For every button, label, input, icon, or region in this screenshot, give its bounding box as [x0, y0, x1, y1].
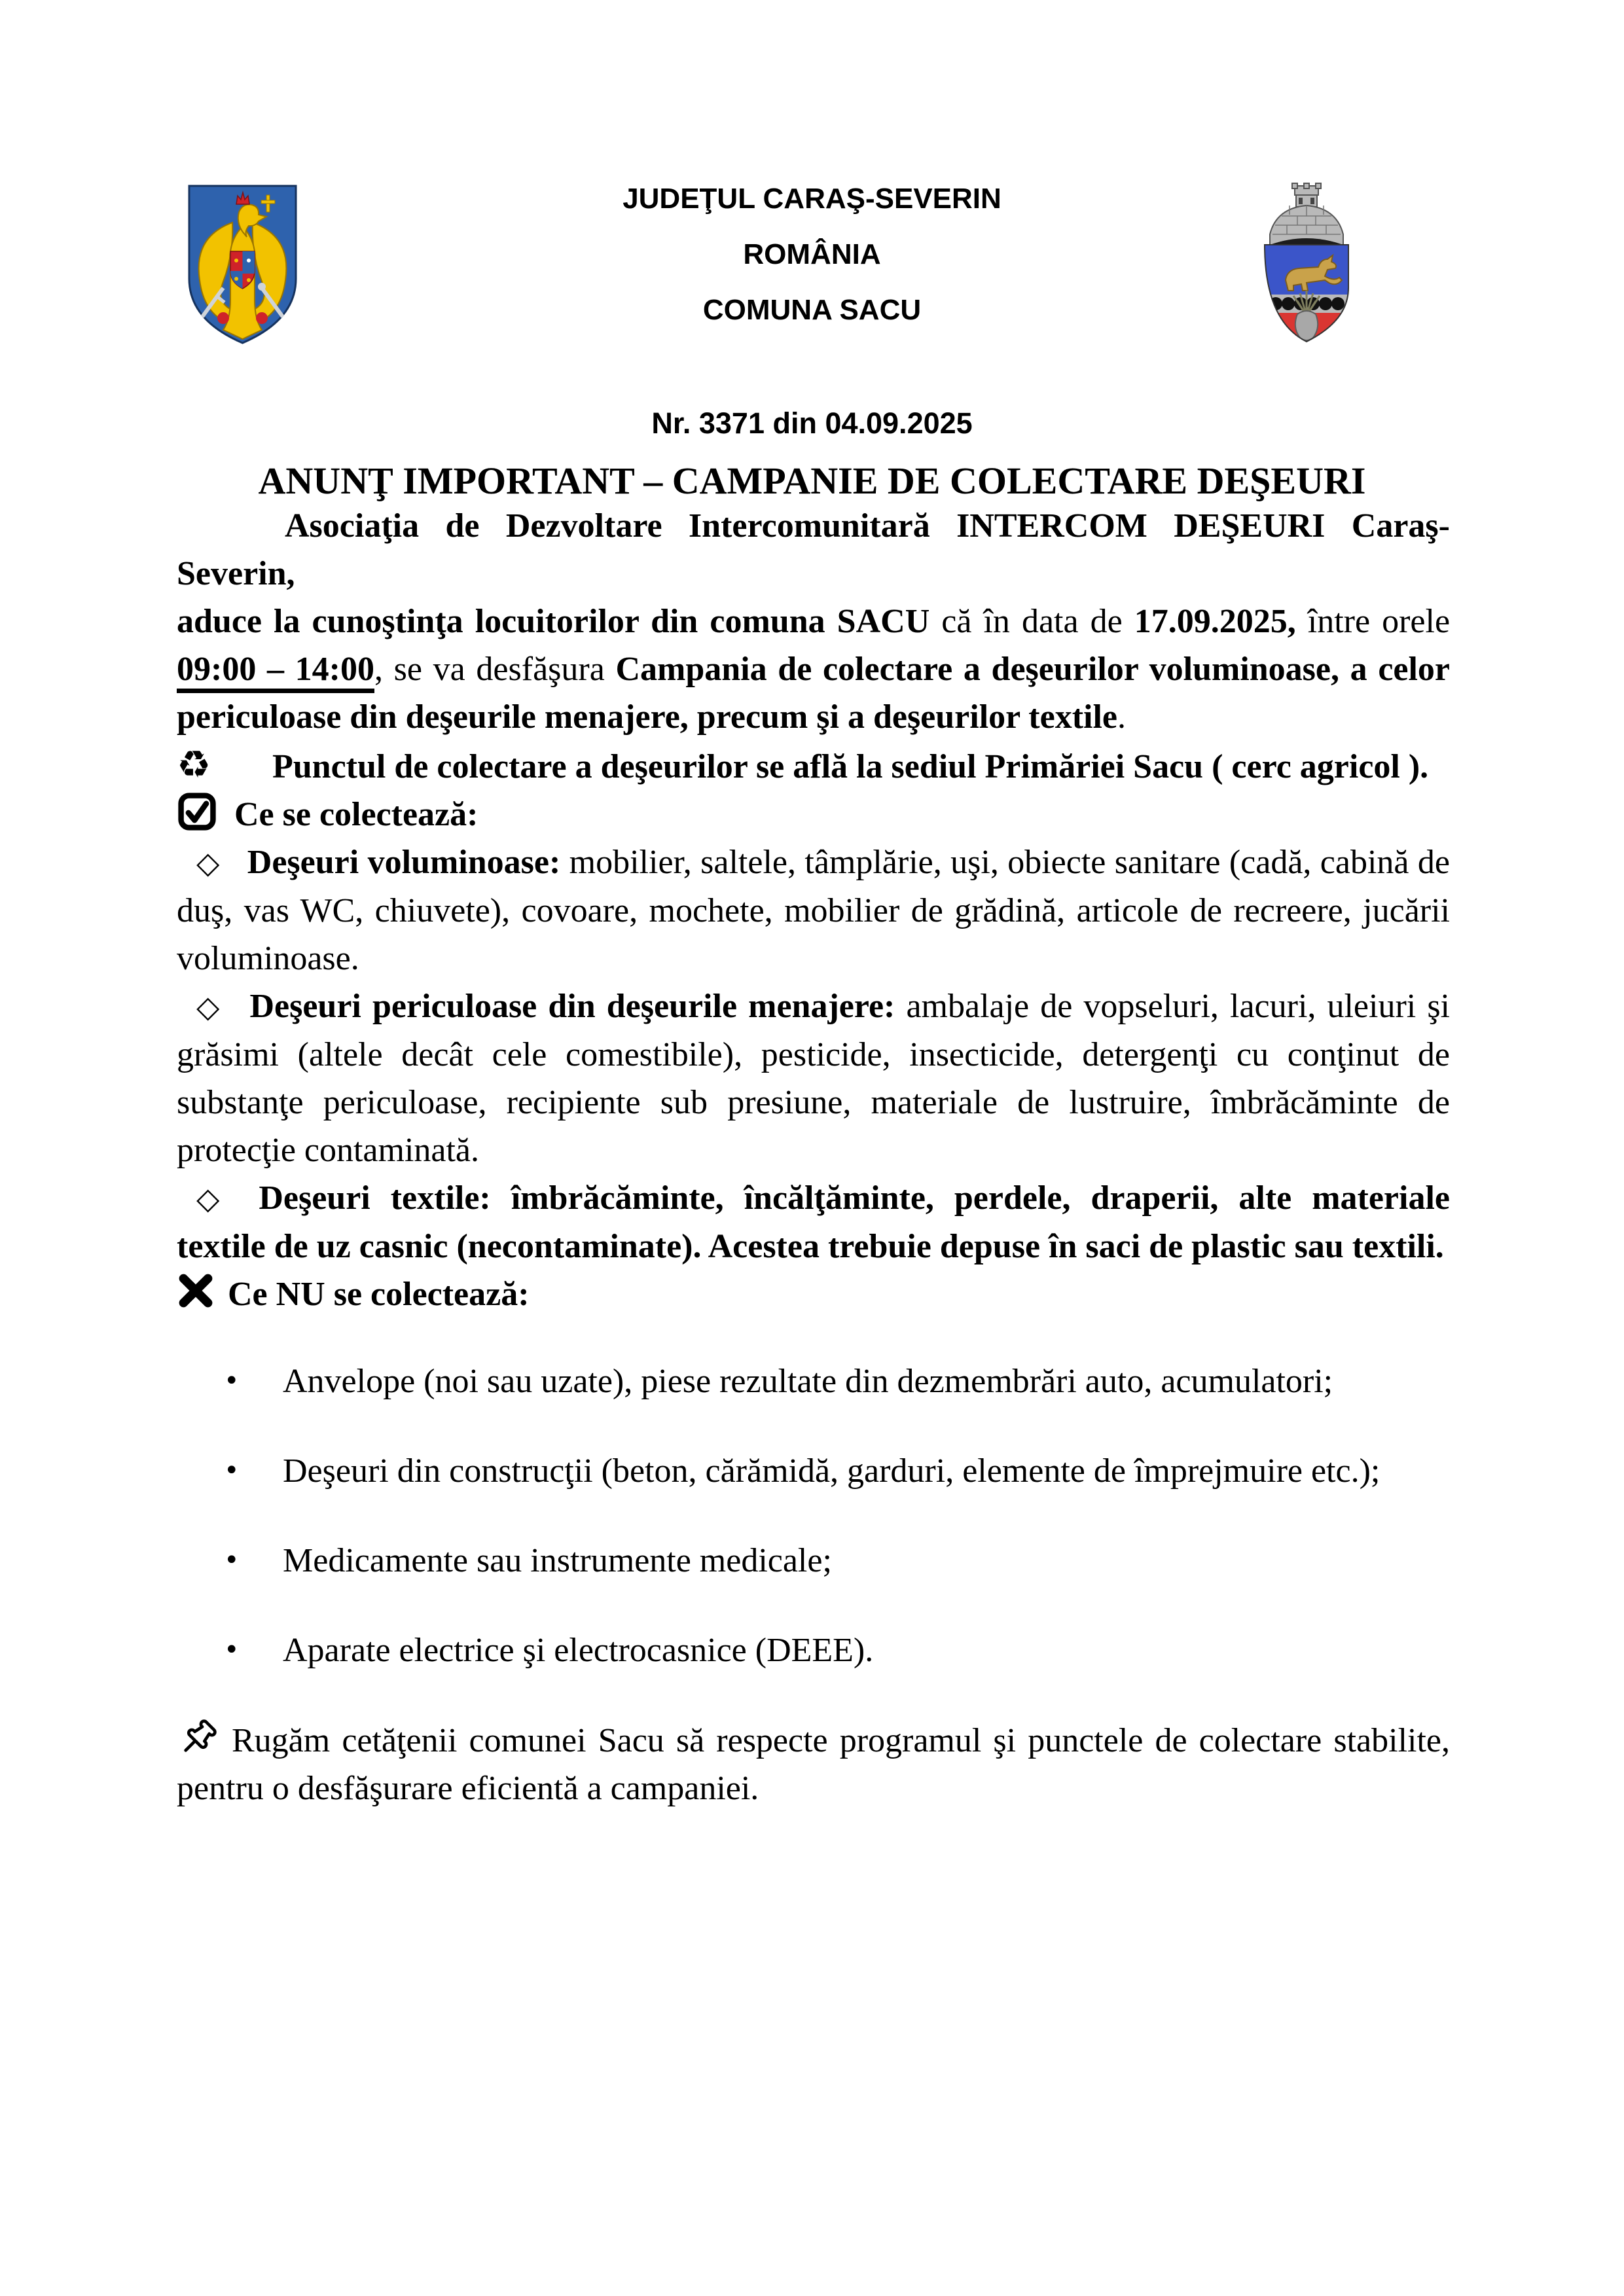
- collect-item-text: ambalaje de vopseluri, lacuri, uleiuri şi grăsimi (altele decât cele comestibile), pesticide, insecticide, detergenţi cu conţinut de substanţe periculoase, recipiente sub presiune, materiale de lustruire, îmbrăcăminte de protecţie contaminată.: [177, 987, 1450, 1169]
- intro-campaign: Campania de colectare a deşeurilor voluminoase, a celor periculoase din deşeurile menajere, precum şi a deşeurilor textile: [177, 650, 1451, 736]
- commune-name: COMUNA SACU: [702, 294, 922, 326]
- list-item: [177, 1447, 1450, 1495]
- not-collect-heading: [177, 1270, 1450, 1318]
- sacu-coat-of-arms: [1255, 182, 1358, 347]
- collect-item-periculoase: [177, 982, 1450, 1174]
- county-name: JUDEŢUL CARAŞ-SEVERIN: [623, 183, 1001, 215]
- pushpin-icon: [177, 1716, 220, 1759]
- diamond-bullet-icon: ◇: [196, 844, 220, 880]
- list-item-text: Aparate electrice şi electrocasnice (DEEE).: [283, 1631, 874, 1669]
- intro-organization: Asociaţia de Dezvoltare Intercomunitară INTERCOM DEŞEURI Caraş-Severin,: [177, 507, 1450, 592]
- intro-hours: 09:00 – 14:00: [177, 651, 374, 693]
- document-body: [177, 502, 1450, 1812]
- collection-point-text: Punctul de colectare a deşeurilor se află la sediul Primăriei Sacu ( cerc agricol ).: [272, 747, 1429, 785]
- diamond-bullet-icon: ◇: [196, 1180, 232, 1216]
- list-item-text: Deşeuri din construcţii (beton, cărămidă, garduri, elemente de împrejmuire etc.);: [283, 1452, 1380, 1490]
- recycle-icon: ♻: [177, 742, 211, 787]
- collect-item-label: Deşeuri textile: îmbrăcăminte, încălţăminte, perdele, draperii, alte materiale textile de uz casnic (necontaminate). Acestea trebuie depuse în saci de plastic sau textili.: [177, 1179, 1450, 1265]
- diamond-bullet-icon: ◇: [196, 988, 223, 1024]
- intro-date: 17.09.2025,: [1134, 602, 1296, 640]
- collect-item-text: mobilier, saltele, tâmplărie, uşi, obiecte sanitare (cadă, cabină de duş, vas WC, chiuvete), covoare, mochete, mobilier de grădină, articole de recreere, jucării voluminoase.: [177, 843, 1450, 977]
- intro-announce-bold: aduce la cunoştinţa locuitorilor din comuna SACU: [177, 602, 930, 640]
- collect-heading-text: Ce se colectează:: [234, 795, 478, 833]
- list-item-text: Medicamente sau instrumente medicale;: [283, 1541, 832, 1579]
- bullet-icon: •: [224, 1634, 240, 1665]
- page-title: ANUNŢ IMPORTANT – CAMPANIE DE COLECTARE DEŞEURI: [258, 459, 1366, 502]
- bullet-icon: •: [224, 1455, 240, 1486]
- list-item: [177, 1537, 1450, 1585]
- not-collect-list: [177, 1357, 1450, 1674]
- x-mark-icon: [177, 1272, 215, 1310]
- checkbox-checked-icon: [177, 791, 217, 832]
- intro-paragraph: [177, 502, 1450, 741]
- collect-heading: [177, 791, 1450, 838]
- romania-coat-of-arms: [185, 182, 300, 347]
- registration-number: Nr. 3371 din 04.09.2025: [651, 406, 973, 440]
- footer-note-text: Rugăm cetăţenii comunei Sacu să respecte programul şi punctele de colectare stabilite, pentru o desfăşurare eficientă a campaniei.: [177, 1721, 1450, 1807]
- not-collect-heading-text: Ce NU se colectează:: [228, 1275, 530, 1313]
- collect-item-label: Deşeuri voluminoase:: [247, 843, 561, 881]
- intro-middle: , se va desfăşura: [374, 650, 616, 688]
- bullet-icon: •: [224, 1545, 240, 1575]
- list-item: [177, 1357, 1450, 1405]
- intro-period: .: [1117, 698, 1126, 736]
- collection-point-paragraph: [177, 741, 1450, 791]
- bullet-icon: •: [224, 1365, 240, 1396]
- collect-item-textile: [177, 1174, 1450, 1270]
- country-name: ROMÂNIA: [743, 238, 881, 270]
- collect-item-label: Deşeuri periculoase din deşeurile menajere:: [249, 987, 895, 1025]
- intro-announce-regular: că în data de: [929, 602, 1134, 640]
- list-item: [177, 1626, 1450, 1674]
- intro-hours-prefix: între orele: [1295, 602, 1451, 640]
- footer-note: [177, 1716, 1450, 1812]
- list-item-text: Anvelope (noi sau uzate), piese rezultate din dezmembrări auto, acumulatori;: [283, 1362, 1333, 1400]
- collect-item-voluminoase: [177, 838, 1450, 982]
